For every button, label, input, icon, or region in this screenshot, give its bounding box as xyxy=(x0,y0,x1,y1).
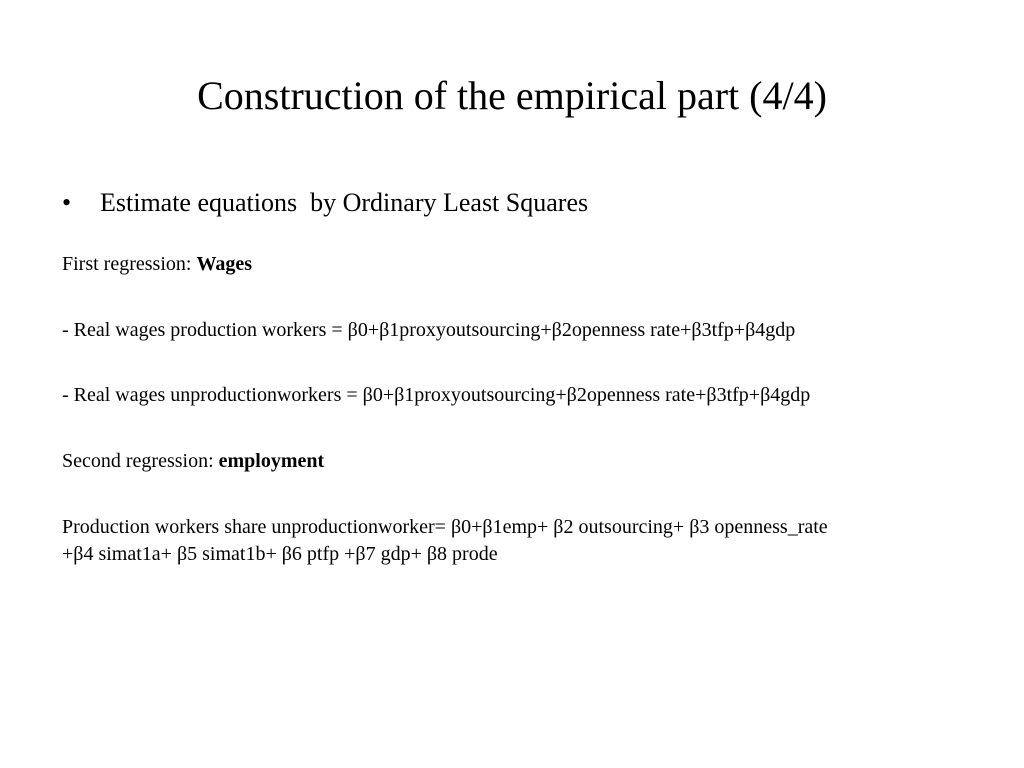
second-regression-emphasis: employment xyxy=(218,450,325,472)
equation-employment-line-1: Production workers share unproductionworker= β0+β1emp+ β2 outsourcing+ β3 openness_rate xyxy=(62,516,828,538)
bullet-icon: • xyxy=(62,188,72,217)
bullet-item xyxy=(62,186,588,220)
first-regression-emphasis: Wages xyxy=(196,253,252,275)
equation-employment-line-2: +β4 simat1a+ β5 simat1b+ β6 ptfp +β7 gdp+ β8 prode xyxy=(62,543,498,565)
second-regression-heading xyxy=(62,447,324,475)
equation-wages-production: - Real wages production workers = β0+β1proxyoutsourcing+β2openness rate+β3tfp+β4gdp xyxy=(62,319,796,341)
first-regression-label: First regression: xyxy=(62,253,197,275)
bullet-text: Estimate equations by Ordinary Least Squares xyxy=(100,188,589,217)
equation-wages-unproduction: - Real wages unproductionworkers = β0+β1proxyoutsourcing+β2openness rate+β3tfp+β4gdp xyxy=(62,384,811,406)
second-regression-label: Second regression: xyxy=(62,450,219,472)
first-regression-heading xyxy=(62,250,252,278)
slide-title: Construction of the empirical part (4/4) xyxy=(197,73,827,118)
